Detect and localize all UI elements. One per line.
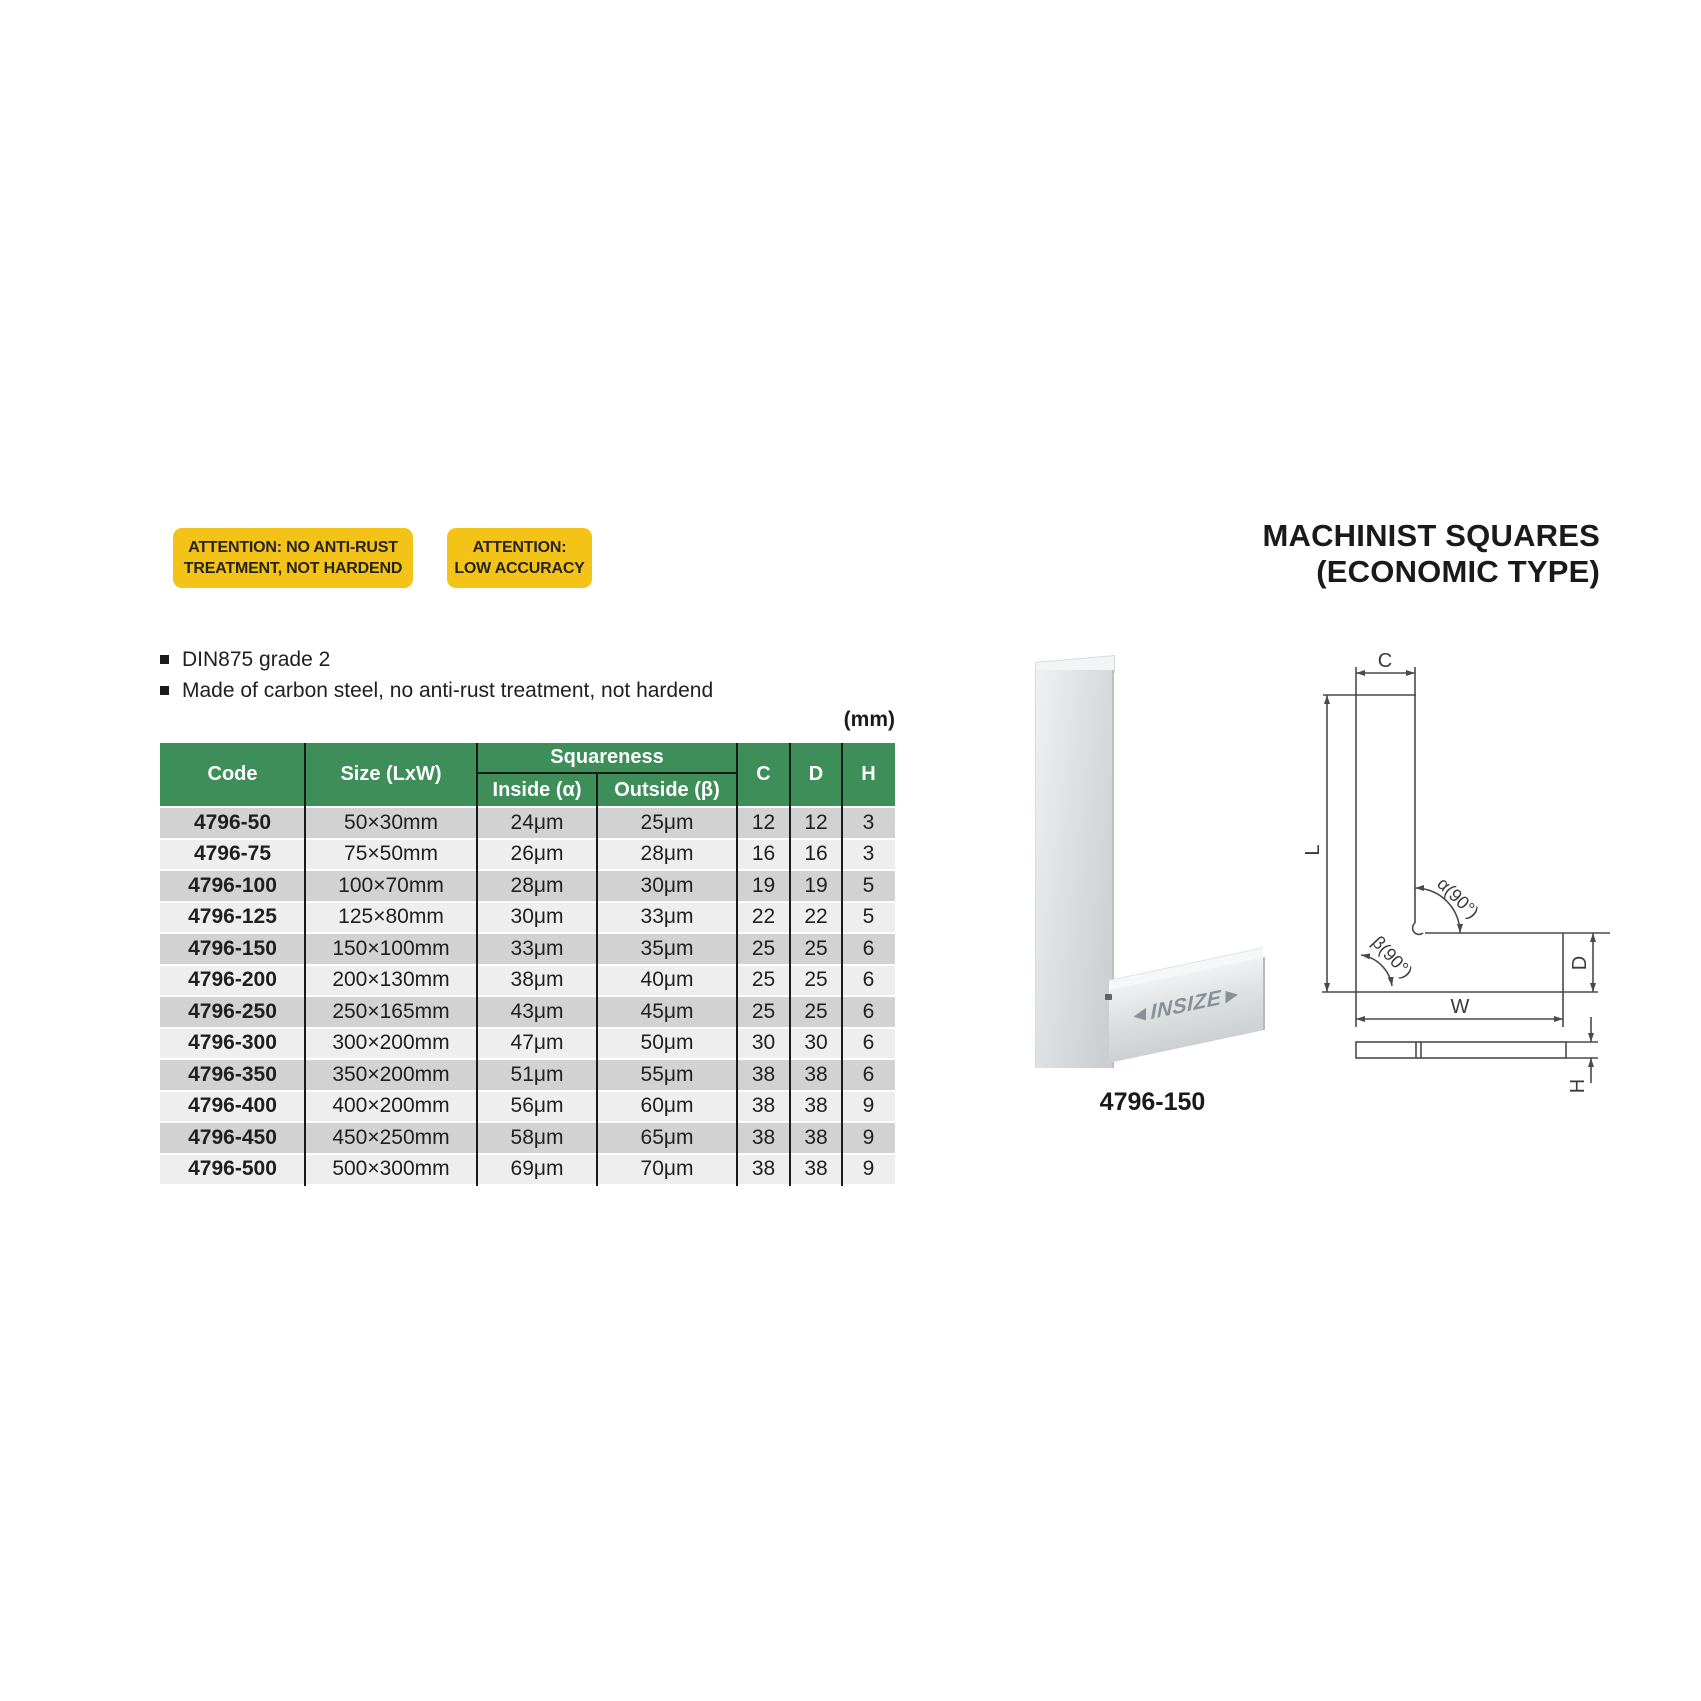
- table-row: [160, 1029, 895, 1061]
- cell-d: 19: [804, 873, 828, 897]
- table-row: [160, 934, 895, 966]
- c-label: C: [1377, 650, 1393, 672]
- attention-box-no-antirust: [173, 528, 413, 588]
- dimension-diagram: [1285, 645, 1625, 1105]
- cell-code: 4796-50: [193, 810, 272, 834]
- cell-size: 500×300mm: [332, 1157, 450, 1181]
- bullet-square-icon: [160, 686, 169, 695]
- header-squareness-group: [477, 743, 737, 806]
- header-outside-beta: Outside (β): [614, 778, 720, 801]
- cell-c: 38: [751, 1094, 776, 1118]
- feature-text: Made of carbon steel, no anti-rust treatment, not hardend: [182, 678, 714, 702]
- table-body: [160, 806, 895, 1186]
- attention-line: ATTENTION: NO ANTI-RUST: [188, 539, 398, 556]
- cell-code: 4796-75: [193, 842, 272, 866]
- spec-table: [160, 743, 895, 1186]
- cell-size: 400×200mm: [332, 1094, 450, 1118]
- cell-d: 30: [804, 1031, 828, 1055]
- cell-inside: 24μm: [510, 810, 564, 834]
- header-size: Size (LxW): [340, 763, 442, 785]
- cell-h: 5: [862, 873, 875, 897]
- cell-c: 38: [751, 1157, 776, 1181]
- header-c: C: [756, 763, 771, 785]
- cell-outside: 25μm: [640, 810, 694, 834]
- table-row: [160, 808, 895, 840]
- cell-h: 6: [862, 1031, 875, 1055]
- cell-code: 4796-125: [188, 905, 277, 929]
- cell-size: 150×100mm: [332, 936, 450, 960]
- cell-h: 9: [862, 1157, 875, 1181]
- cell-outside: 40μm: [640, 968, 694, 992]
- cell-h: 5: [862, 905, 875, 929]
- cell-d: 22: [804, 905, 828, 929]
- l-label: L: [1302, 844, 1324, 856]
- square-blade: [1035, 670, 1114, 1068]
- cell-inside: 26μm: [510, 842, 564, 866]
- cell-d: 38: [804, 1062, 828, 1086]
- table-row: [160, 1123, 895, 1155]
- cell-code: 4796-150: [188, 936, 277, 960]
- cell-code: 4796-250: [188, 999, 277, 1023]
- cell-h: 9: [862, 1125, 875, 1149]
- cell-h: 6: [862, 936, 875, 960]
- table-header: [160, 743, 895, 806]
- cell-c: 38: [751, 1062, 776, 1086]
- cell-size: 75×50mm: [344, 842, 438, 866]
- cell-outside: 33μm: [640, 905, 694, 929]
- cell-size: 300×200mm: [332, 1031, 450, 1055]
- table-row: [160, 903, 895, 935]
- cell-size: 200×130mm: [332, 968, 450, 992]
- cell-d: 38: [804, 1157, 828, 1181]
- cell-d: 38: [804, 1094, 828, 1118]
- cell-code: 4796-350: [188, 1062, 277, 1086]
- side-view-outline: [1356, 1042, 1566, 1058]
- insize-logo: ◄INSIZE►: [1129, 981, 1243, 1029]
- column-divider: [476, 743, 478, 1186]
- h-extension-lines: [1566, 1042, 1598, 1058]
- table-row: [160, 1092, 895, 1124]
- alpha-label: α(90°): [1433, 873, 1483, 923]
- cell-outside: 60μm: [640, 1094, 694, 1118]
- header-squareness: Squareness: [477, 743, 737, 774]
- cell-outside: 50μm: [640, 1031, 694, 1055]
- cell-inside: 30μm: [510, 905, 564, 929]
- cell-size: 125×80mm: [338, 905, 444, 929]
- table-row: [160, 997, 895, 1029]
- cell-h: 3: [862, 842, 875, 866]
- cell-outside: 30μm: [640, 873, 694, 897]
- cell-c: 30: [751, 1031, 776, 1055]
- attention-line: LOW ACCURACY: [454, 560, 585, 577]
- column-divider: [596, 774, 598, 1186]
- cell-c: 25: [751, 936, 776, 960]
- cell-d: 25: [804, 936, 828, 960]
- cell-d: 16: [804, 842, 828, 866]
- feature-item: [160, 644, 713, 675]
- cell-inside: 33μm: [510, 936, 564, 960]
- cell-size: 250×165mm: [332, 999, 450, 1023]
- cell-d: 38: [804, 1125, 828, 1149]
- header-d: D: [808, 763, 824, 785]
- cell-inside: 56μm: [510, 1094, 564, 1118]
- feature-text: DIN875 grade 2: [182, 647, 331, 671]
- dimension-diagram-svg: [1285, 645, 1625, 1105]
- cell-outside: 35μm: [640, 936, 694, 960]
- table-row: [160, 1060, 895, 1092]
- product-photo: [1035, 660, 1275, 1100]
- cell-size: 350×200mm: [332, 1062, 450, 1086]
- cell-outside: 45μm: [640, 999, 694, 1023]
- header-h: H: [861, 763, 876, 785]
- corner-relief-hole: [1105, 994, 1112, 1000]
- column-divider: [304, 743, 306, 1186]
- cell-code: 4796-400: [188, 1094, 277, 1118]
- attention-line: ATTENTION:: [472, 539, 567, 556]
- beta-label: β(90°): [1368, 932, 1417, 982]
- feature-item: [160, 675, 713, 706]
- cell-h: 6: [862, 968, 875, 992]
- header-inside-alpha: Inside (α): [492, 778, 582, 801]
- cell-d: 12: [804, 810, 828, 834]
- cell-inside: 51μm: [510, 1062, 564, 1086]
- page-title-line1: MACHINIST SQUARES: [1262, 518, 1600, 553]
- w-label: W: [1450, 996, 1470, 1018]
- column-divider: [736, 743, 738, 1186]
- cell-code: 4796-300: [188, 1031, 277, 1055]
- square-beam: [1109, 957, 1265, 1063]
- cell-c: 38: [751, 1125, 776, 1149]
- column-divider: [841, 743, 843, 1186]
- cell-code: 4796-100: [188, 873, 277, 897]
- cell-h: 6: [862, 1062, 875, 1086]
- table-row: [160, 1155, 895, 1187]
- cell-inside: 69μm: [510, 1157, 564, 1181]
- cell-size: 100×70mm: [338, 873, 444, 897]
- header-code: Code: [207, 763, 258, 785]
- cell-c: 22: [751, 905, 776, 929]
- cell-inside: 28μm: [510, 873, 564, 897]
- cell-outside: 55μm: [640, 1062, 694, 1086]
- cell-code: 4796-450: [188, 1125, 277, 1149]
- corner-notch: [1413, 923, 1423, 934]
- cell-code: 4796-500: [188, 1157, 277, 1181]
- feature-list: [160, 644, 713, 706]
- cell-h: 9: [862, 1094, 875, 1118]
- cell-c: 16: [751, 842, 776, 866]
- cell-code: 4796-200: [188, 968, 277, 992]
- cell-size: 50×30mm: [344, 810, 438, 834]
- cell-c: 25: [751, 968, 776, 992]
- cell-c: 25: [751, 999, 776, 1023]
- bullet-square-icon: [160, 655, 169, 664]
- attention-box-low-accuracy: [447, 528, 592, 588]
- cell-outside: 70μm: [640, 1157, 694, 1181]
- cell-c: 12: [751, 810, 776, 834]
- page-title-line2: (ECONOMIC TYPE): [1316, 554, 1600, 589]
- page-title: [1000, 518, 1600, 590]
- table-row: [160, 966, 895, 998]
- cell-d: 25: [804, 999, 828, 1023]
- cell-inside: 58μm: [510, 1125, 564, 1149]
- cell-outside: 28μm: [640, 842, 694, 866]
- cell-inside: 43μm: [510, 999, 564, 1023]
- unit-note: (mm): [843, 708, 895, 731]
- column-divider: [789, 743, 791, 1186]
- table-row: [160, 871, 895, 903]
- table-row: [160, 840, 895, 872]
- cell-c: 19: [751, 873, 776, 897]
- cell-h: 3: [862, 810, 875, 834]
- d-label: D: [1569, 955, 1591, 971]
- side-view-joint-lines: [1416, 1042, 1421, 1058]
- h-label: H: [1567, 1078, 1589, 1094]
- product-code-label: 4796-150: [1099, 1088, 1206, 1116]
- cell-inside: 38μm: [510, 968, 564, 992]
- cell-h: 6: [862, 999, 875, 1023]
- cell-inside: 47μm: [510, 1031, 564, 1055]
- cell-d: 25: [804, 968, 828, 992]
- cell-size: 450×250mm: [332, 1125, 450, 1149]
- cell-outside: 65μm: [640, 1125, 694, 1149]
- attention-line: TREATMENT, NOT HARDEND: [183, 560, 403, 577]
